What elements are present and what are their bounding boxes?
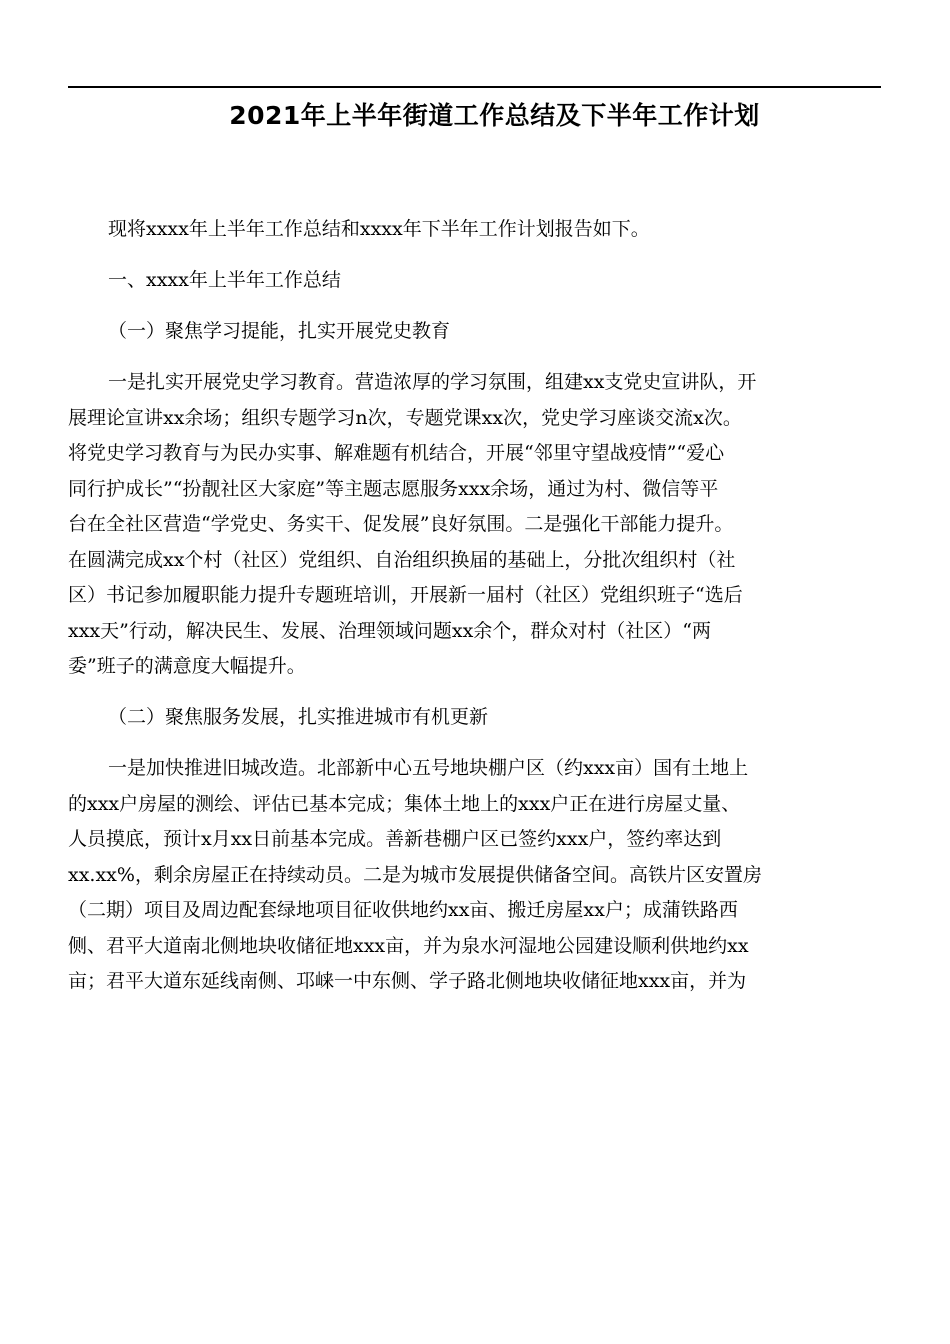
body-paragraph: 一是加快推进旧城改造。北部新中心五号地块棚户区（约xxx亩）国有土地上 的xxx户房屋的测绘、评估已基本完成；集体土地上的xxx户正在进行房屋丈量、 人员摸底，预计x月xx日前基本完成。善新巷棚户区已签约xxx户，签约率达到 xx.xx%，剩余房屋正在持续动员。二是为城市发展提供储备空间。高铁片区安置房 （二期）项目及周边配套绿地项目征收供地约xx亩、搬迁房屋xx户；成蒲铁路西 侧、君平大道南北侧地块收储征地xxx亩，并为泉水河湿地公园建设顺利供地约xx 亩；君平大道东延线南侧、邛崃一中东侧、学子路北侧地块收储征地xxx亩，并为	[68, 757, 762, 992]
body-paragraph: 一是扎实开展党史学习教育。营造浓厚的学习氛围，组建xx支党史宣讲队，开 展理论宣讲xx余场；组织专题学习n次，专题党课xx次，党史学习座谈交流x次。 将党史学习教育与为民办实事、解难题有机结合，开展“邻里守望战疫情”“爱心 同行护成长”“扮靓社区大家庭”等主题志愿服务xxx余场，通过为村、微信等平 台在全社区营造“学党史、务实干、促发展”良好氛围。二是强化干部能力提升。 在圆满完成xx个村（社区）党组织、自治组织换届的基础上，分批次组织村（社 区）书记参加履职能力提升专题班培训，开展新一届村（社区）党组织班子“选后 xxx天”行动，解决民生、发展、治理领域问题xx余个，群众对村（社区）“两 委”班子的满意度大幅提升。	[68, 371, 757, 677]
subsection-heading: （一）聚焦学习提能，扎实开展党史教育	[108, 320, 451, 342]
document-body	[68, 212, 883, 1015]
section-heading: 一、xxxx年上半年工作总结	[108, 269, 341, 291]
intro-paragraph: 现将xxxx年上半年工作总结和xxxx年下半年工作计划报告如下。	[108, 218, 650, 240]
subsection-heading: （二）聚焦服务发展，扎实推进城市有机更新	[108, 706, 489, 728]
header-rule	[68, 86, 881, 88]
document-title: 2021年上半年街道工作总结及下半年工作计划	[229, 101, 760, 130]
